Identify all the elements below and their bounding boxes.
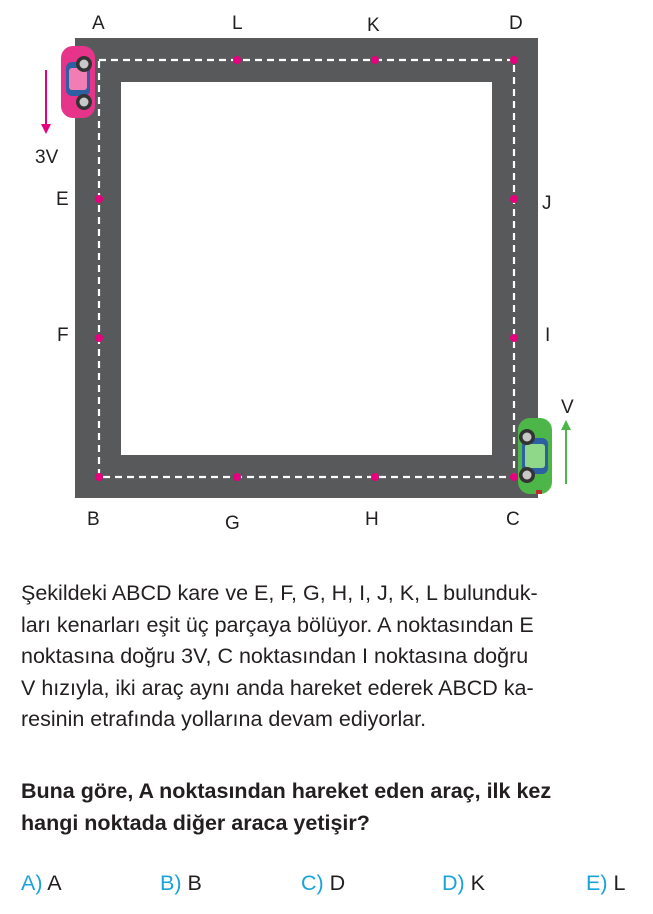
dot-l (233, 56, 241, 64)
option-d[interactable] (442, 873, 485, 895)
dot-c (510, 473, 518, 481)
division-points (95, 56, 518, 481)
dashed-centerline (99, 60, 514, 477)
label-d: D (509, 13, 523, 34)
label-j: J (542, 193, 552, 214)
dot-b (95, 473, 103, 481)
dot-e (95, 195, 103, 203)
option-a[interactable] (21, 873, 62, 895)
label-b: B (87, 509, 100, 530)
speed-label-v: V (561, 397, 574, 418)
paragraph-line: resinin etrafında yollarına devam ediyorlar. (21, 707, 427, 731)
paragraph-line: V hızıyla, iki araç aynı anda hareket ederek ABCD ka- (21, 675, 534, 700)
square-road (75, 38, 538, 498)
pink-car-icon (61, 46, 95, 118)
dot-d (510, 56, 518, 64)
option-letter: D) (442, 871, 465, 895)
label-k: K (367, 15, 380, 36)
option-text: K (470, 871, 486, 895)
option-letter: A) (21, 871, 43, 895)
option-letter: C) (301, 871, 324, 895)
label-c: C (506, 509, 520, 530)
dot-i (510, 334, 518, 342)
label-a: A (92, 13, 105, 34)
question-prompt (21, 776, 641, 839)
label-f: F (57, 325, 69, 346)
prompt-line: hangi noktada diğer araca yetişir? (21, 810, 370, 835)
label-h: H (365, 509, 379, 530)
label-e: E (56, 189, 69, 210)
option-e[interactable] (586, 873, 625, 895)
paragraph-line: Şekildeki ABCD kare ve E, F, G, H, I, J, K, L bulunduk- (21, 581, 538, 605)
down-arrow-icon (41, 70, 51, 134)
prompt-line: Buna göre, A noktasından hareket eden araç, ilk kez (21, 779, 552, 803)
option-b[interactable] (160, 873, 202, 895)
dot-f (95, 334, 103, 342)
dot-k (371, 56, 379, 64)
option-c[interactable] (301, 873, 345, 895)
option-letter: B) (160, 871, 182, 895)
problem-paragraph (21, 578, 633, 736)
label-g: G (225, 513, 240, 534)
option-text: D (329, 871, 346, 895)
label-l: L (232, 13, 243, 34)
dot-g (233, 473, 241, 481)
dot-h (371, 473, 379, 481)
green-car-icon (518, 418, 552, 494)
option-text: L (613, 871, 626, 895)
paragraph-line: ları kenarları eşit üç parçaya bölüyor. A noktasından E (21, 612, 534, 637)
option-text: B (187, 871, 202, 895)
speed-label-3v: 3V (35, 147, 59, 168)
option-text: A (47, 871, 62, 895)
paragraph-line: noktasına doğru 3V, C noktasından I noktasına doğru (21, 644, 529, 668)
dot-j (510, 195, 518, 203)
up-arrow-icon (561, 420, 571, 484)
label-i: I (545, 325, 551, 346)
option-letter: E) (586, 871, 608, 895)
